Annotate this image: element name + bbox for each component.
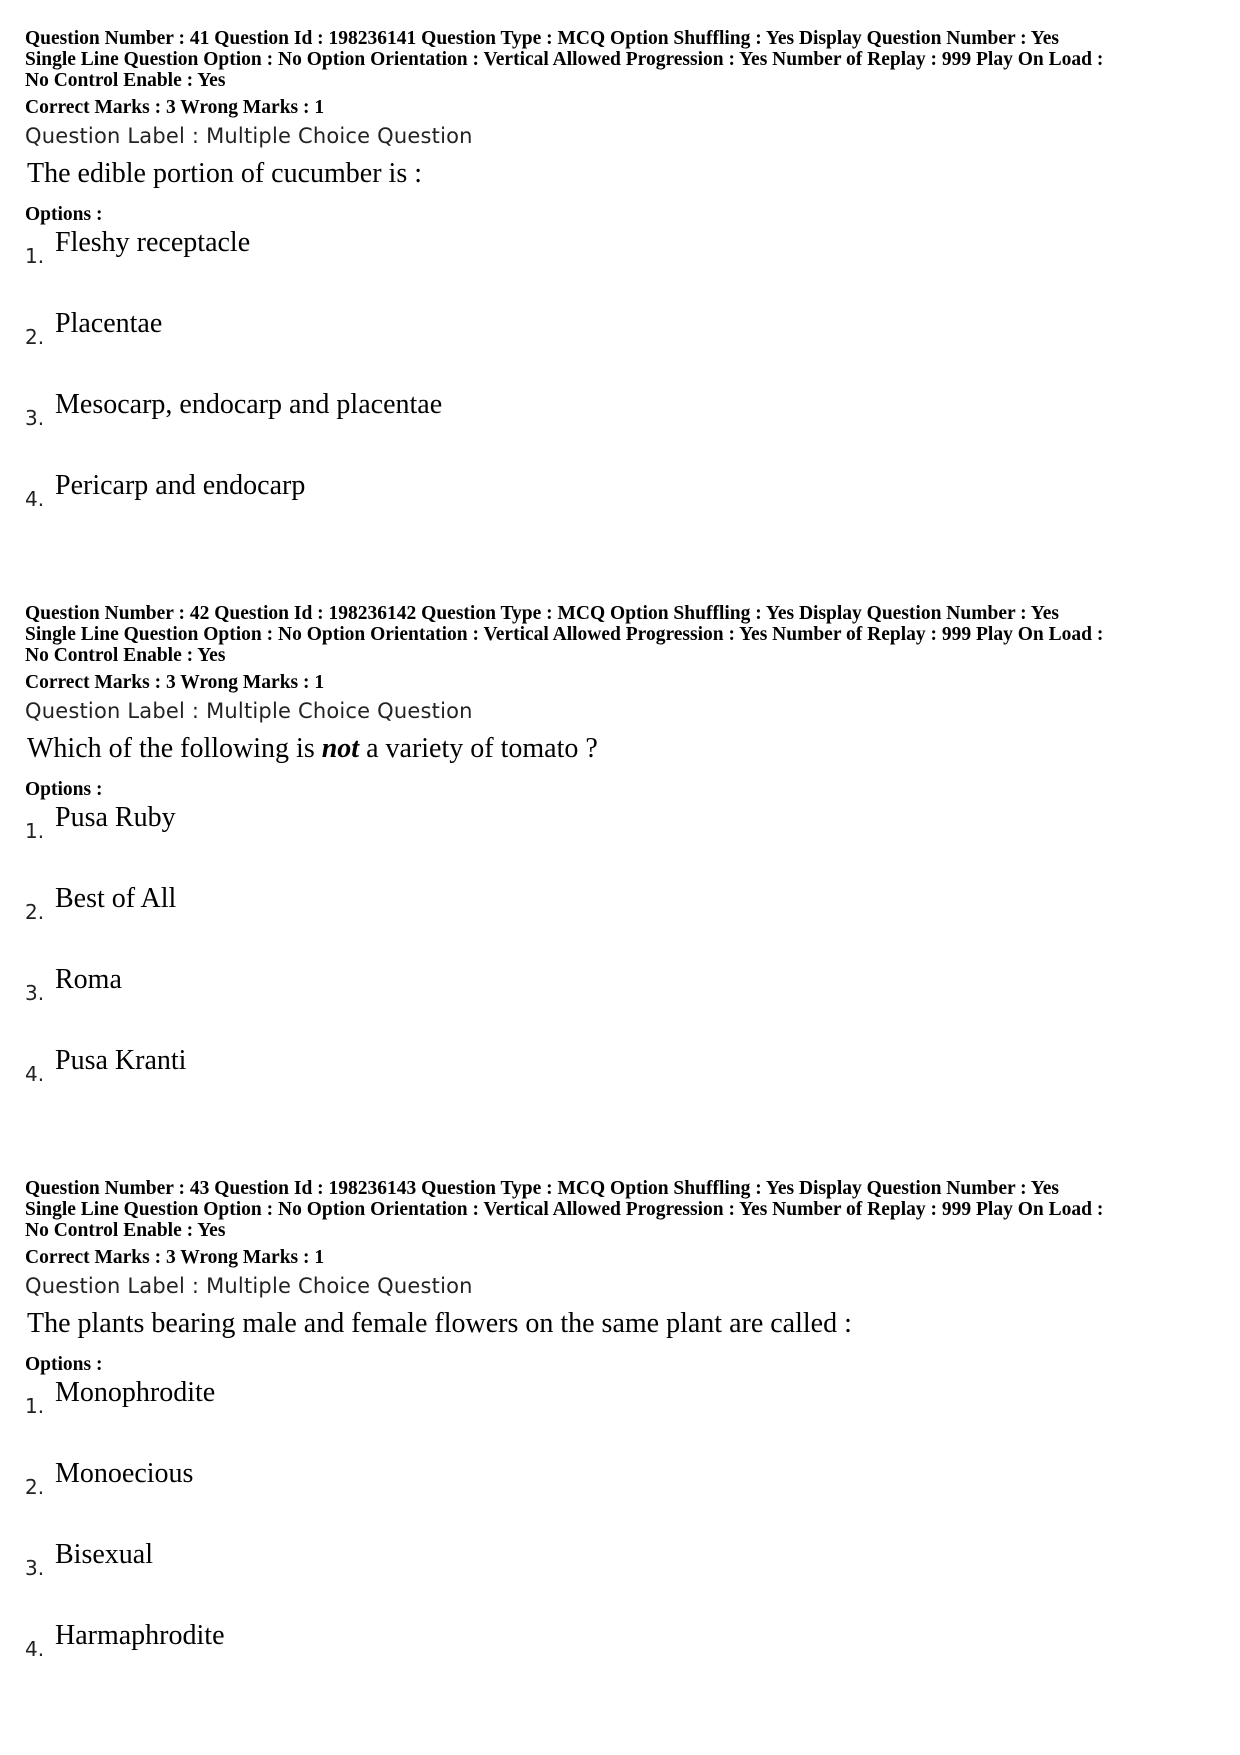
option-number: 1. [25,1394,45,1418]
option-number: 2. [25,1475,45,1499]
marks-line: Correct Marks : 3 Wrong Marks : 1 [25,672,325,693]
option-number: 1. [25,244,45,268]
options-title: Options : [25,779,103,800]
question-meta [25,603,1225,666]
option-item[interactable] [25,226,1225,307]
option-item[interactable] [25,388,1225,469]
question-block [25,603,1225,1125]
meta-line: Single Line Question Option : No Option Orientation : Vertical Allowed Progression : Yes Number of Replay : 999 Play On Load : [25,49,1104,70]
option-item[interactable] [25,801,1225,882]
option-text: Mesocarp, endocarp and placentae [55,389,443,420]
option-number: 3. [25,406,45,430]
option-number: 2. [25,325,45,349]
question-text-part: The edible portion of cucumber is : [27,158,422,189]
question-text [27,1306,1225,1342]
meta-line: Question Number : 41 Question Id : 198236141 Question Type : MCQ Option Shuffling : Yes Display Question Number : Yes [25,28,1059,49]
meta-line: Question Number : 43 Question Id : 198236143 Question Type : MCQ Option Shuffling : Yes Display Question Number : Yes [25,1178,1059,1199]
option-item[interactable] [25,469,1225,550]
option-item[interactable] [25,1376,1225,1457]
options-list [25,226,1225,550]
question-meta [25,28,1225,91]
option-item[interactable] [25,307,1225,388]
option-item[interactable] [25,963,1225,1044]
meta-line: Single Line Question Option : No Option Orientation : Vertical Allowed Progression : Yes Number of Replay : 999 Play On Load : [25,1199,1104,1220]
option-text: Harmaphrodite [55,1620,225,1651]
option-number: 1. [25,819,45,843]
question-meta [25,1178,1225,1241]
question-block [25,1178,1225,1700]
meta-line: No Control Enable : Yes [25,1220,226,1241]
options-list [25,1376,1225,1700]
option-number: 3. [25,981,45,1005]
marks-line: Correct Marks : 3 Wrong Marks : 1 [25,1247,325,1268]
option-number: 3. [25,1556,45,1580]
question-text-part: Which of the following is [27,733,322,764]
option-number: 2. [25,900,45,924]
option-text: Roma [55,964,122,995]
question-label: Question Label : Multiple Choice Question [25,699,473,723]
question-label: Question Label : Multiple Choice Question [25,124,473,148]
option-text: Pusa Kranti [55,1045,187,1076]
question-text [27,731,1225,767]
option-text: Monophrodite [55,1377,216,1408]
option-number: 4. [25,487,45,511]
option-text: Bisexual [55,1539,153,1570]
option-text: Best of All [55,883,177,914]
option-text: Pusa Ruby [55,802,176,833]
option-item[interactable] [25,1457,1225,1538]
option-number: 4. [25,1062,45,1086]
question-text-emphasis: not [321,733,360,764]
options-list [25,801,1225,1125]
meta-line: Single Line Question Option : No Option Orientation : Vertical Allowed Progression : Yes Number of Replay : 999 Play On Load : [25,624,1104,645]
question-text-part: The plants bearing male and female flowers on the same plant are called : [27,1308,852,1339]
options-title: Options : [25,204,103,225]
option-item[interactable] [25,1619,1225,1700]
option-text: Monoecious [55,1458,194,1489]
question-block [25,28,1225,550]
options-title: Options : [25,1354,103,1375]
option-item[interactable] [25,1044,1225,1125]
option-item[interactable] [25,1538,1225,1619]
question-text-part: a variety of tomato ? [359,733,598,764]
question-label: Question Label : Multiple Choice Question [25,1274,473,1298]
option-text: Pericarp and endocarp [55,470,306,501]
option-text: Placentae [55,308,163,339]
meta-line: No Control Enable : Yes [25,645,226,666]
meta-line: No Control Enable : Yes [25,70,226,91]
meta-line: Question Number : 42 Question Id : 198236142 Question Type : MCQ Option Shuffling : Yes Display Question Number : Yes [25,603,1059,624]
marks-line: Correct Marks : 3 Wrong Marks : 1 [25,97,325,118]
question-text [27,156,1225,192]
option-text: Fleshy receptacle [55,227,251,258]
option-number: 4. [25,1637,45,1661]
option-item[interactable] [25,882,1225,963]
